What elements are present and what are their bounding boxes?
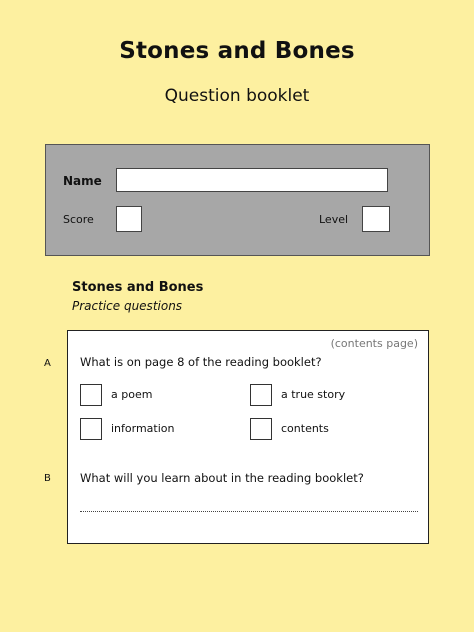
option-a-information-label: information [111, 422, 175, 435]
answer-line[interactable] [80, 511, 418, 512]
option-a-poem-checkbox[interactable] [80, 384, 102, 406]
level-box[interactable] [362, 206, 390, 232]
option-a-contents-checkbox[interactable] [250, 418, 272, 440]
option-a-true-story-checkbox[interactable] [250, 384, 272, 406]
booklet-subtitle: Question booklet [164, 86, 310, 106]
section-subtitle: Practice questions [72, 299, 183, 313]
booklet-title: Stones and Bones [119, 38, 355, 64]
question-a-text: What is on page 8 of the reading booklet? [80, 355, 322, 369]
student-details-panel [45, 144, 430, 256]
question-b-letter: B [44, 473, 51, 484]
score-box[interactable] [116, 206, 142, 232]
question-box [67, 330, 429, 544]
option-a-poem-label: a poem [111, 388, 153, 401]
question-a-letter: A [44, 358, 51, 369]
contents-page-tag: (contents page) [330, 337, 418, 350]
name-field[interactable] [116, 168, 388, 192]
level-label: Level [319, 213, 349, 226]
option-a-true-story-label: a true story [281, 388, 346, 401]
option-a-information-checkbox[interactable] [80, 418, 102, 440]
score-label: Score [63, 213, 94, 226]
name-label: Name [63, 174, 102, 188]
section-title: Stones and Bones [72, 280, 204, 295]
question-b-text: What will you learn about in the reading booklet? [80, 471, 364, 485]
option-a-contents-label: contents [281, 422, 329, 435]
